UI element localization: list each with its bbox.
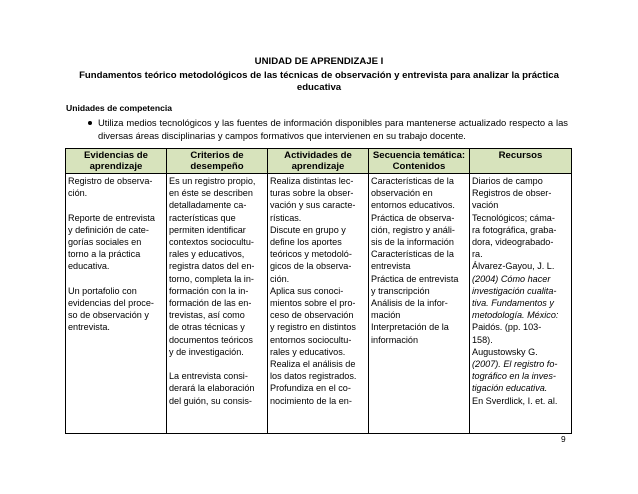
header-secuencia: Secuencia temática: Contenidos: [369, 149, 470, 174]
cell-line: Interpretación de la: [371, 322, 449, 333]
cell-line: derará la elaboración: [169, 383, 255, 394]
cell-line: Registro de observa-: [68, 176, 153, 186]
cell-line: Registros de obser-: [472, 188, 552, 199]
cell-line: observación en: [371, 188, 433, 199]
cell-line: define los aportes: [270, 237, 342, 248]
cell-line: entornos educativos.: [371, 200, 455, 211]
cell-line: del guión, su consis-: [169, 395, 252, 406]
cell-line: Tecnológicos; cáma-: [472, 212, 555, 223]
cell-line: dora, videograbado-: [472, 237, 554, 248]
cell-line: Realiza el análisis de: [270, 359, 356, 370]
cell-line: La entrevista consi-: [169, 371, 248, 382]
cell-recursos: [470, 174, 572, 434]
cell-line: sis de la información: [371, 237, 454, 248]
cell-line: mación: [371, 310, 401, 321]
header-actividades: Actividades de aprendizaje: [268, 149, 369, 174]
cell-line: Augustowsky G.: [472, 346, 538, 357]
cell-line: ceso de observación: [270, 310, 354, 321]
cell-line: tigación educativa.: [472, 383, 548, 394]
cell-line: formación de las en-: [169, 298, 252, 309]
cell-line: so de observación y: [68, 310, 149, 321]
cell-criterios: [167, 174, 268, 434]
cell-line: teóricos y metodoló-: [270, 249, 352, 260]
competency-text: Utiliza medios tecnológicos y las fuentes de información disponibles para mantenerse actualizado respecto a las diversas áreas disciplinarias y campos formativos que intervienen en su trabajo docente.: [98, 117, 568, 141]
cell-line: mientos sobre el pro-: [270, 298, 356, 309]
cell-actividades: [268, 174, 369, 434]
cell-line: y definición de cate-: [68, 224, 149, 235]
cell-line: entrevista.: [68, 322, 110, 333]
cell-line: ra.: [472, 249, 483, 260]
cell-line: [68, 273, 164, 285]
cell-line: tiva. Fundamentos y: [472, 298, 554, 309]
cell-line: y de investigación.: [169, 346, 244, 357]
cell-line: de otras técnicas y: [169, 322, 245, 333]
cell-line: rales y educativos.: [270, 346, 346, 357]
cell-line: En Sverdlick, I. et. al.: [472, 395, 558, 406]
cell-line: entrevista: [371, 261, 411, 272]
cell-line: documentos teóricos: [169, 334, 253, 345]
cell-line: rísticas.: [270, 212, 302, 223]
cell-line: Aplica sus conoci-: [270, 285, 344, 296]
cell-line: vación: [472, 200, 499, 211]
cell-secuencia: [369, 174, 470, 434]
cell-line: [68, 199, 164, 211]
unit-title: UNIDAD DE APRENDIZAJE I: [254, 56, 384, 67]
header-recursos: Recursos: [470, 149, 572, 174]
cell-line: Realiza distintas lec-: [270, 176, 354, 186]
cell-line: ción.: [68, 188, 88, 199]
cell-line: Práctica de observa-: [371, 212, 455, 223]
cell-line: 158).: [472, 334, 493, 345]
cell-line: Análisis de la infor-: [371, 298, 448, 309]
header-criterios: Criterios de desempeño: [167, 149, 268, 174]
cell-line: educativa.: [68, 261, 110, 272]
cell-line: trevistas, así como: [169, 310, 245, 321]
competency-bullet: [98, 117, 568, 142]
cell-line: Un portafolio con: [68, 285, 137, 296]
cell-line: ción, registro y análi-: [371, 224, 455, 235]
cell-line: en éste se describen: [169, 188, 253, 199]
cell-line: formación con la in-: [169, 285, 249, 296]
cell-line: Es un registro propio,: [169, 176, 256, 186]
cell-line: entornos sociocultu-: [270, 334, 352, 345]
cell-line: Álvarez-Gayou, J. L.: [472, 261, 555, 272]
cell-line: ra fotográfica, graba-: [472, 224, 557, 235]
cell-line: metodología. México:: [472, 310, 559, 321]
cell-line: Discute en grupo y: [270, 224, 346, 235]
cell-line: Características de la: [371, 176, 454, 186]
competency-table: [65, 148, 572, 434]
cell-line: Paidós. (pp. 103-: [472, 322, 542, 333]
cell-line: nocimiento de la en-: [270, 395, 352, 406]
cell-line: contextos sociocultu-: [169, 237, 254, 248]
cell-line: Diarios de campo: [472, 176, 543, 186]
bullet-icon: [88, 121, 92, 125]
cell-line: y transcripción: [371, 285, 430, 296]
cell-line: racterísticas que: [169, 212, 236, 223]
cell-line: los datos registrados.: [270, 371, 357, 382]
cell-line: torno, completa la in-: [169, 273, 254, 284]
cell-line: gorías sociales en: [68, 237, 142, 248]
cell-line: evidencias del proce-: [68, 298, 154, 309]
cell-line: turas sobre la obser-: [270, 188, 354, 199]
cell-line: registra datos del en-: [169, 261, 255, 272]
cell-line: detalladamente ca-: [169, 200, 247, 211]
cell-line: (2007). El registro fo-: [472, 359, 558, 370]
cell-line: Características de la: [371, 249, 454, 260]
cell-line: información: [371, 334, 419, 345]
cell-line: torno a la práctica: [68, 249, 141, 260]
cell-line: ción.: [270, 273, 290, 284]
cell-line: [169, 358, 265, 370]
cell-line: investigación cualita-: [472, 285, 557, 296]
cell-line: Reporte de entrevista: [68, 212, 155, 223]
unit-subtitle: Fundamentos teórico metodológicos de las técnicas de observación y entrevista para analizar la práctica educativa: [79, 70, 559, 93]
cell-line: Práctica de entrevista: [371, 273, 459, 284]
table-row: [66, 174, 572, 434]
cell-line: permiten identificar: [169, 224, 246, 235]
cell-line: (2004) Cómo hacer: [472, 273, 551, 284]
cell-line: rales y educativos,: [169, 249, 245, 260]
cell-evidencias: [66, 174, 167, 434]
table-header-row: [66, 149, 572, 174]
cell-line: tográfico en la inves-: [472, 371, 556, 382]
cell-line: Profundiza en el co-: [270, 383, 351, 394]
cell-line: y registro en distintos: [270, 322, 356, 333]
cell-line: vación y sus caracte-: [270, 200, 356, 211]
cell-line: gicos de la observa-: [270, 261, 352, 272]
header-evidencias: Evidencias de aprendizaje: [66, 149, 167, 174]
competency-heading: Unidades de competencia: [66, 103, 173, 113]
page-number: 9: [561, 434, 566, 444]
